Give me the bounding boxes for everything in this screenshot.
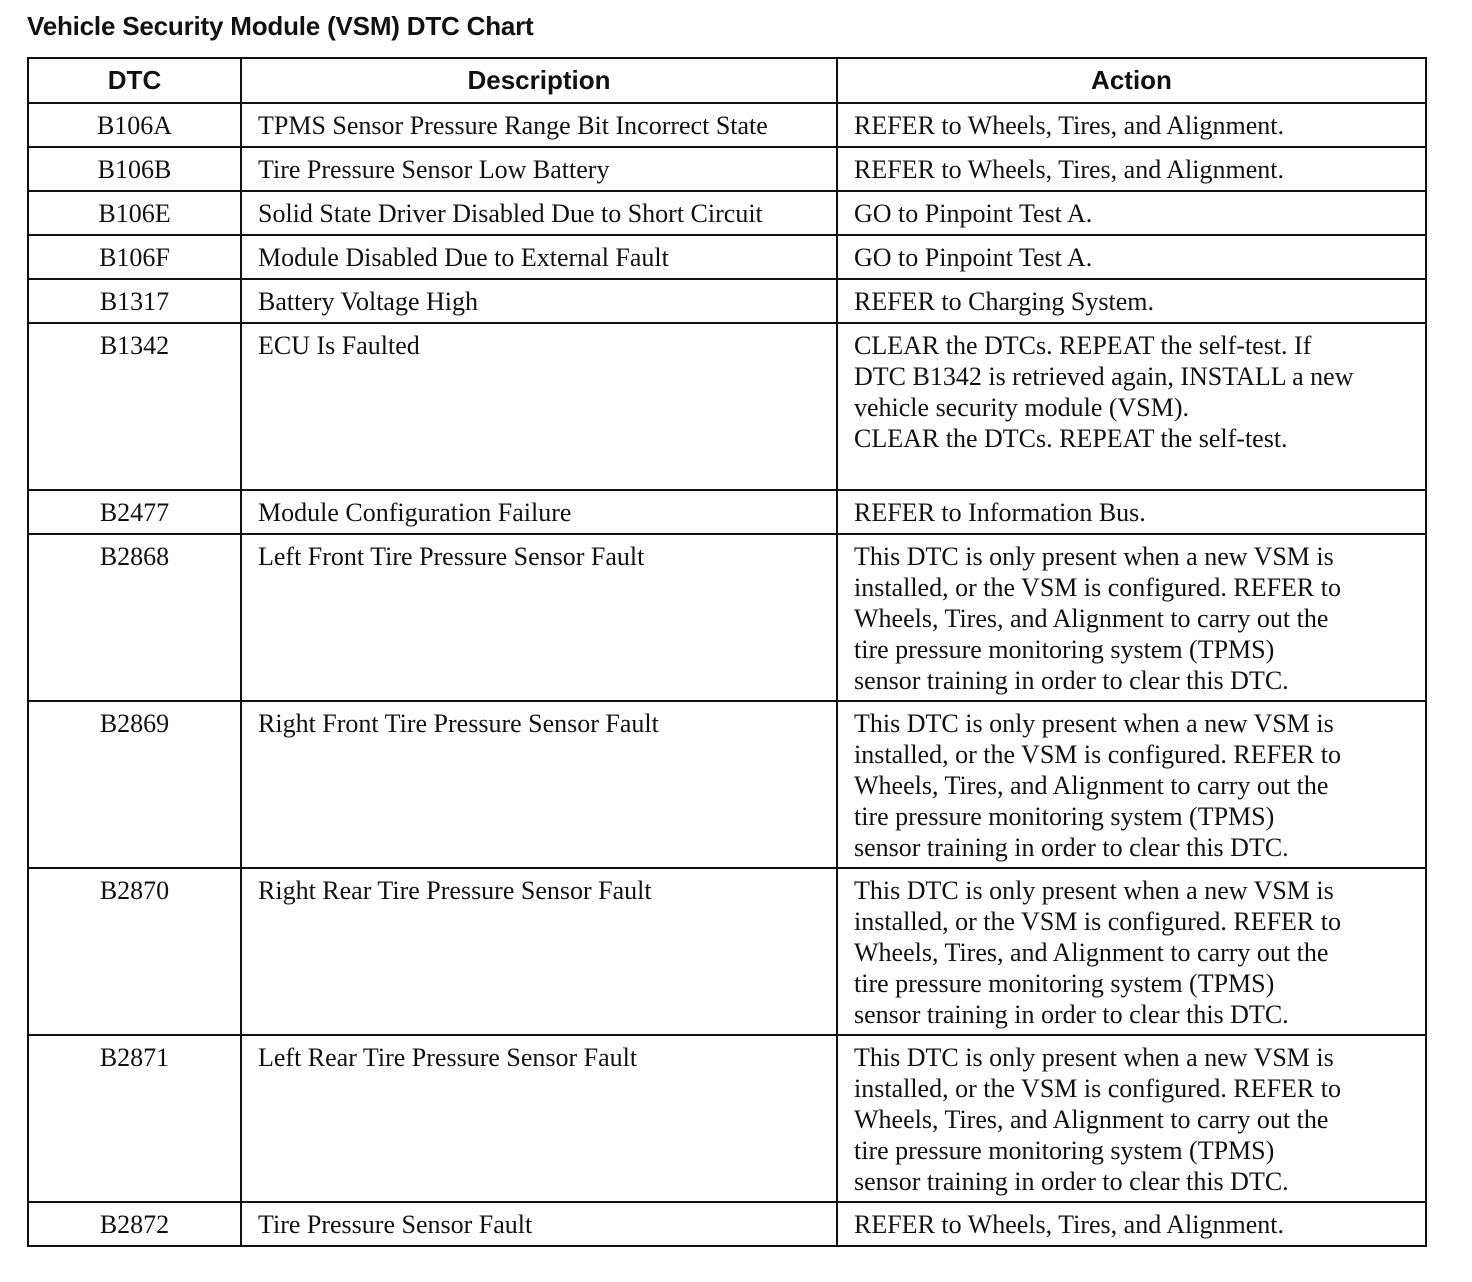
description-cell: Right Front Tire Pressure Sensor Fault [241,701,837,868]
action-text-line: GO to Pinpoint Test A. [854,199,1093,228]
dtc-code-cell: B2477 [28,490,241,534]
action-text-line: This DTC is only present when a new VSM is [854,1043,1334,1072]
action-text-line: Wheels, Tires, and Alignment to carry out the [854,938,1329,967]
action-cell [837,1035,1426,1202]
dtc-code-cell: B2870 [28,868,241,1035]
description-cell: Tire Pressure Sensor Fault [241,1202,837,1246]
table-header-row [28,58,1426,103]
action-text-line: This DTC is only present when a new VSM is [854,709,1334,738]
action-cell [837,1202,1426,1246]
description-cell: Right Rear Tire Pressure Sensor Fault [241,868,837,1035]
action-cell [837,868,1426,1035]
dtc-code-cell: B1317 [28,279,241,323]
action-text-line: This DTC is only present when a new VSM is [854,876,1334,905]
description-cell: Left Rear Tire Pressure Sensor Fault [241,1035,837,1202]
action-text-line: GO to Pinpoint Test A. [854,243,1093,272]
action-cell [837,103,1426,147]
action-text-line: REFER to Wheels, Tires, and Alignment. [854,155,1284,184]
description-cell: Tire Pressure Sensor Low Battery [241,147,837,191]
dtc-code-cell: B106B [28,147,241,191]
description-cell: TPMS Sensor Pressure Range Bit Incorrect State [241,103,837,147]
dtc-code-cell: B2869 [28,701,241,868]
action-cell [837,534,1426,701]
action-text-line: vehicle security module (VSM). [854,393,1190,422]
action-cell [837,235,1426,279]
column-header-action: Action [837,58,1426,103]
column-header-description: Description [241,58,837,103]
action-cell [837,147,1426,191]
action-text-line: sensor training in order to clear this DTC. [854,833,1289,862]
table-row [28,1035,1426,1202]
action-text-line: Wheels, Tires, and Alignment to carry out the [854,604,1329,633]
action-text-line: installed, or the VSM is configured. REFER to [854,1074,1341,1103]
dtc-code-cell: B2872 [28,1202,241,1246]
action-text-line: sensor training in order to clear this DTC. [854,666,1289,695]
table-row [28,279,1426,323]
action-text-line: tire pressure monitoring system (TPMS) [854,969,1275,998]
action-text-line: This DTC is only present when a new VSM is [854,542,1334,571]
description-cell: Battery Voltage High [241,279,837,323]
table-row [28,701,1426,868]
action-text-line: CLEAR the DTCs. REPEAT the self-test. [854,424,1288,453]
table-row [28,235,1426,279]
description-cell: ECU Is Faulted [241,323,837,490]
action-text-line: Wheels, Tires, and Alignment to carry out the [854,1105,1329,1134]
action-cell [837,279,1426,323]
action-cell [837,701,1426,868]
dtc-code-cell: B2871 [28,1035,241,1202]
dtc-code-cell: B106A [28,103,241,147]
table-row [28,534,1426,701]
action-text-line: REFER to Charging System. [854,287,1154,316]
table-body [28,103,1426,1246]
action-text-line: tire pressure monitoring system (TPMS) [854,1136,1275,1165]
action-cell [837,323,1426,490]
action-text-line: tire pressure monitoring system (TPMS) [854,802,1275,831]
action-text-line: CLEAR the DTCs. REPEAT the self-test. If [854,331,1312,360]
table-row [28,191,1426,235]
dtc-code-cell: B1342 [28,323,241,490]
action-cell [837,191,1426,235]
action-text-line: Wheels, Tires, and Alignment to carry out the [854,771,1329,800]
action-text-line: sensor training in order to clear this DTC. [854,1167,1289,1196]
action-text-line: sensor training in order to clear this DTC. [854,1000,1289,1029]
action-text-line: tire pressure monitoring system (TPMS) [854,635,1275,664]
description-cell: Module Disabled Due to External Fault [241,235,837,279]
dtc-code-cell: B2868 [28,534,241,701]
table-row [28,1202,1426,1246]
action-text-line: REFER to Information Bus. [854,498,1146,527]
action-text-line: REFER to Wheels, Tires, and Alignment. [854,111,1284,140]
table-row [28,147,1426,191]
description-cell: Solid State Driver Disabled Due to Short Circuit [241,191,837,235]
description-cell: Module Configuration Failure [241,490,837,534]
action-cell [837,490,1426,534]
action-text-line: installed, or the VSM is configured. REFER to [854,740,1341,769]
dtc-code-cell: B106F [28,235,241,279]
action-text-line: DTC B1342 is retrieved again, INSTALL a new [854,362,1354,391]
table-row [28,103,1426,147]
action-text-line: installed, or the VSM is configured. REFER to [854,573,1341,602]
page-title: Vehicle Security Module (VSM) DTC Chart [27,11,534,41]
dtc-table [27,57,1427,1247]
action-text-line: installed, or the VSM is configured. REFER to [854,907,1341,936]
table-row [28,490,1426,534]
dtc-code-cell: B106E [28,191,241,235]
column-header-dtc: DTC [28,58,241,103]
action-text-line: REFER to Wheels, Tires, and Alignment. [854,1210,1284,1239]
description-cell: Left Front Tire Pressure Sensor Fault [241,534,837,701]
table-row [28,323,1426,490]
table-row [28,868,1426,1035]
